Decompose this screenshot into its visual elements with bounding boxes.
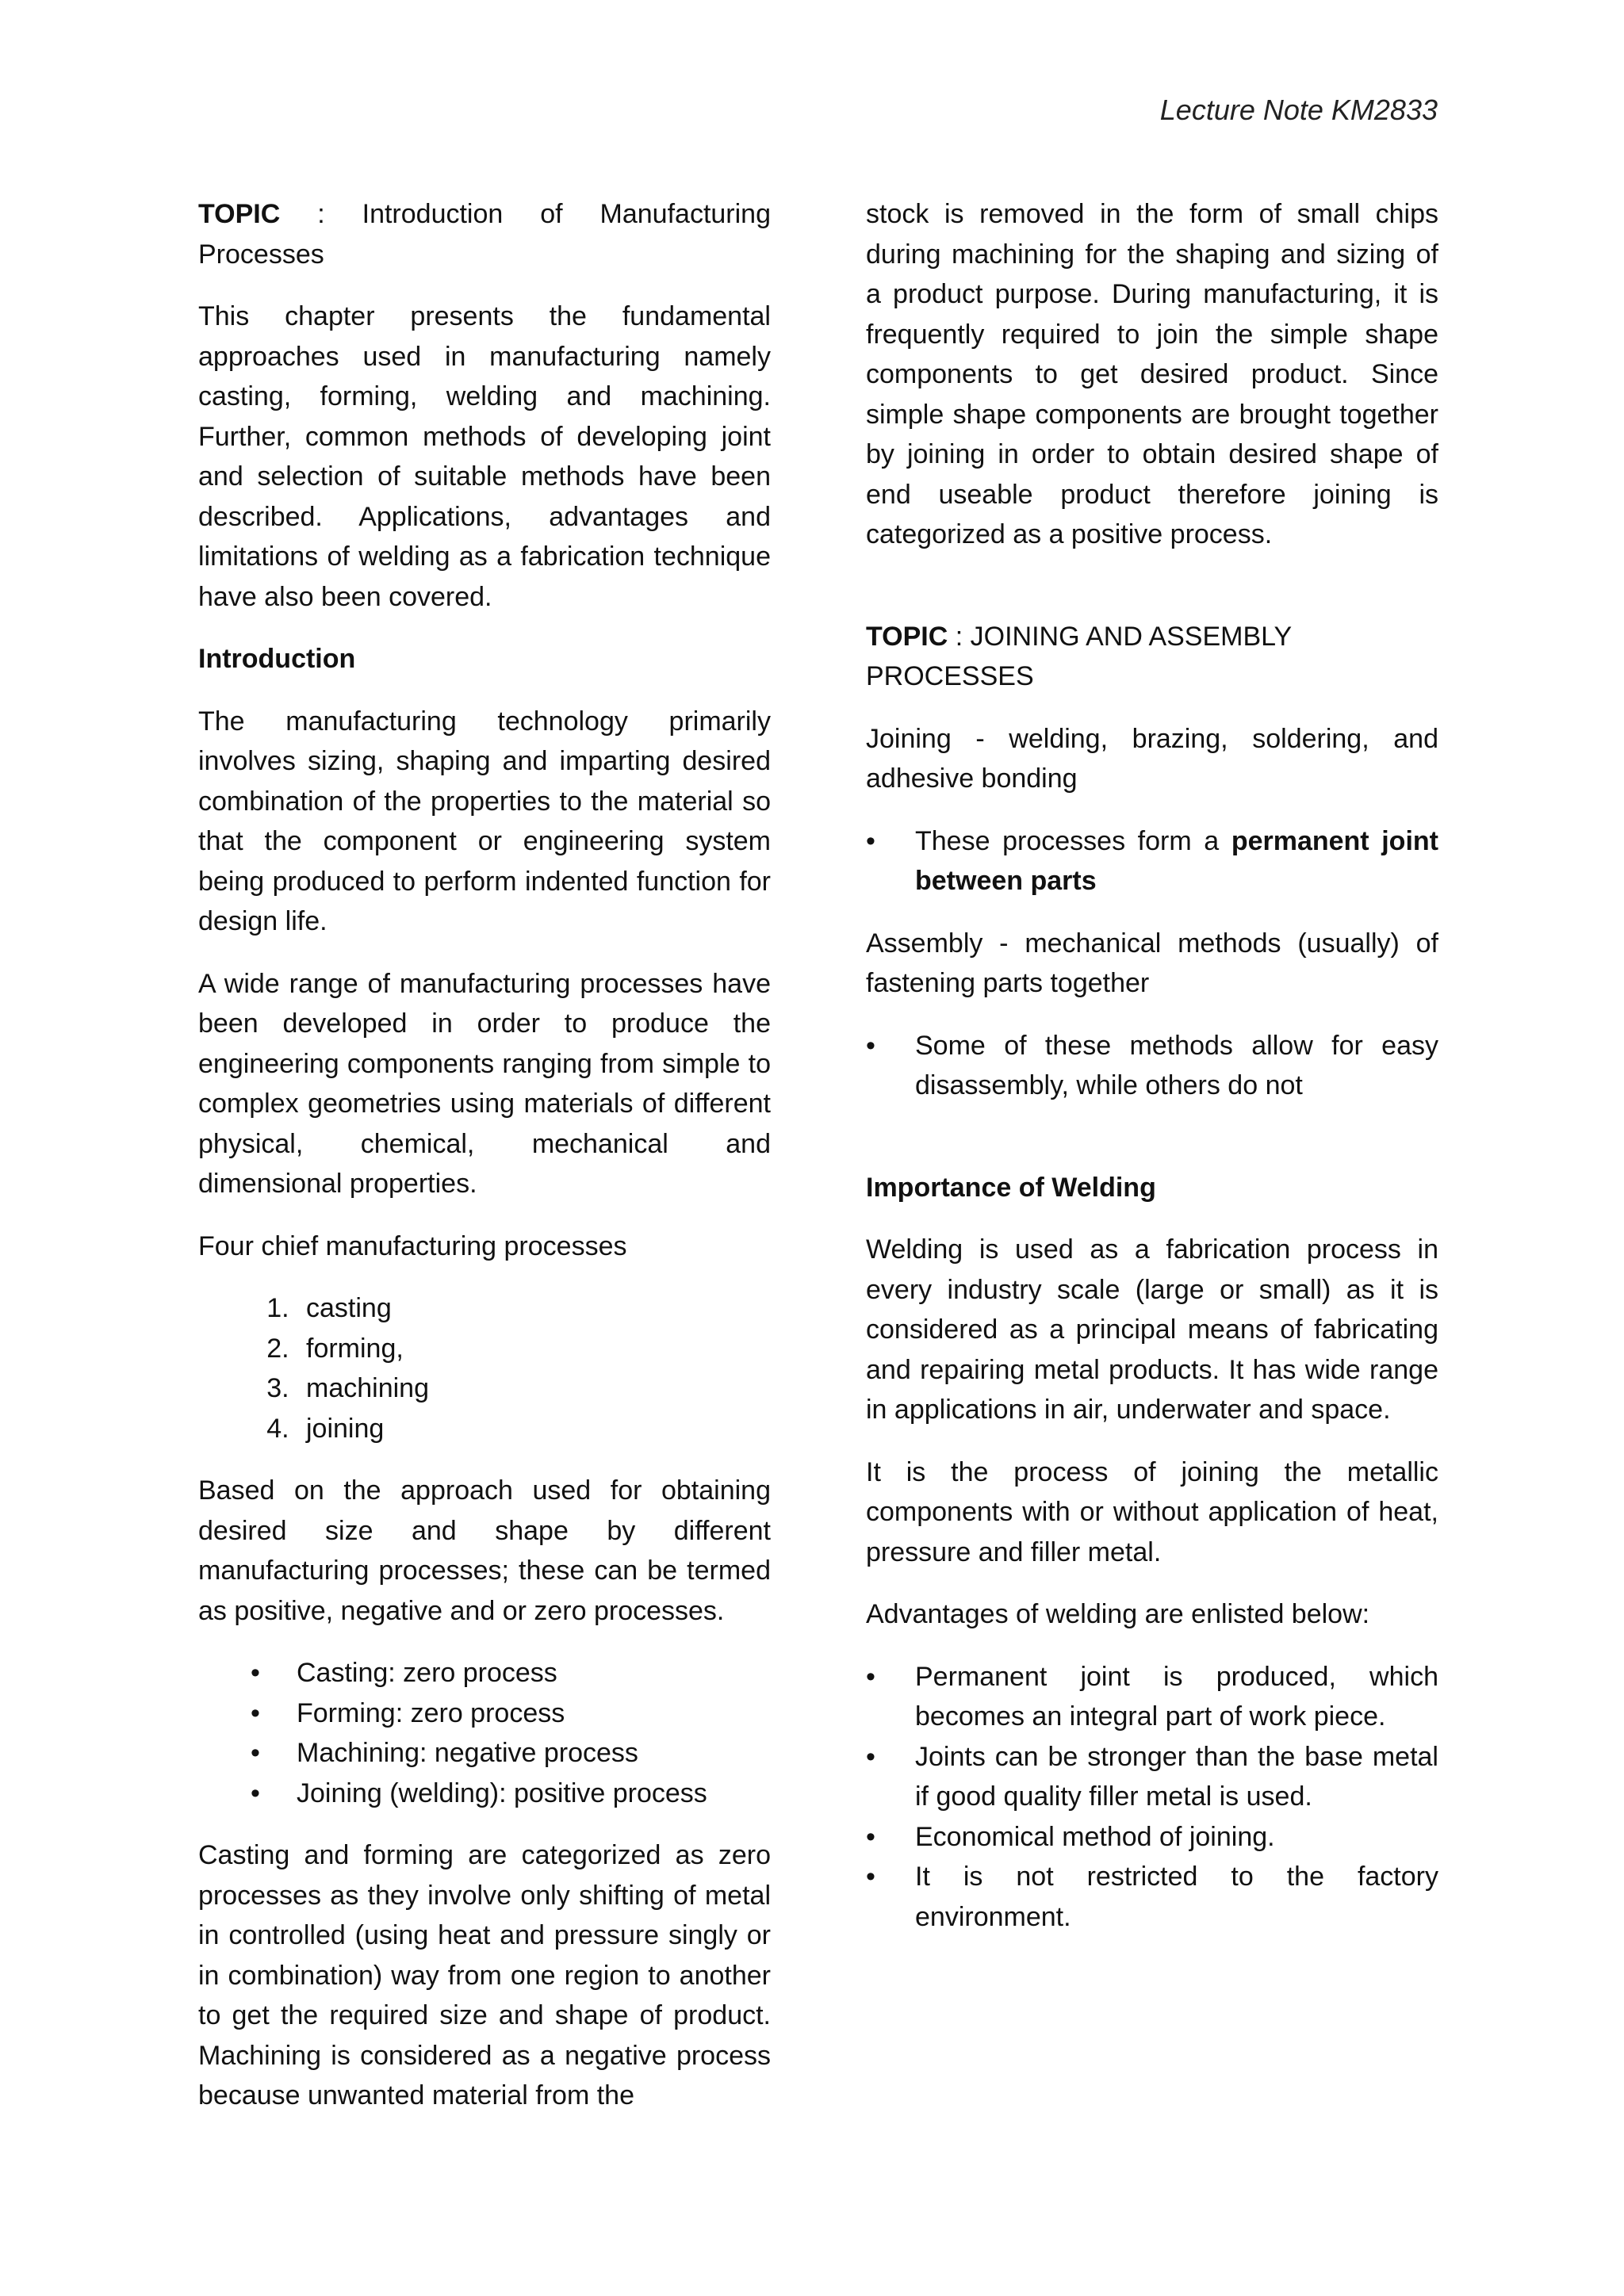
spacer	[866, 1128, 1438, 1168]
introduction-heading: Introduction	[198, 644, 356, 674]
importance-of-welding-heading: Importance of Welding	[866, 1172, 1156, 1203]
list-item-text: These processes form a	[915, 825, 1231, 856]
topic-label: TOPIC	[198, 199, 281, 229]
intro-paragraph: This chapter presents the fundamental approaches used in manufacturing namely casting, forming, welding and machining. Further, common methods of developing joint and selection of suitable methods have been described. Applications, advantages and limitations of welding as a fabrication technique have also been covered.	[198, 301, 771, 612]
left-column	[198, 194, 771, 2138]
list-item-text: Economical method of joining.	[915, 1821, 1275, 1852]
bullet-icon: •	[251, 1697, 260, 1728]
bullet-icon: •	[866, 825, 875, 856]
list-item: 4. joining	[297, 1409, 771, 1449]
bullet-icon: •	[866, 1661, 875, 1692]
list-item: 1. casting	[297, 1288, 771, 1329]
list-item-text: Permanent joint is produced, which becomes an integral part of work piece.	[915, 1661, 1438, 1732]
list-item	[251, 1733, 771, 1774]
topic-text: Introduction of Manufacturing Processes	[198, 199, 771, 270]
process-list	[198, 1288, 771, 1448]
lecture-note-header: Lecture Note KM2833	[1159, 94, 1438, 126]
joining-bullet-list	[866, 821, 1438, 901]
process-type-list	[198, 1653, 771, 1813]
topic-text: : JOINING AND ASSEMBLY PROCESSES	[866, 621, 1292, 691]
list-item-text: Casting: zero process	[297, 1658, 557, 1688]
spacer	[866, 577, 1438, 617]
list-item: 3. machining	[297, 1368, 771, 1409]
process-approach-paragraph: Based on the approach used for obtaining desired size and shape by different manufacturing processes; these can be termed as positive, negative and or zero processes.	[198, 1475, 771, 1626]
joining-topic-title	[866, 617, 1438, 697]
list-item-text: It is not restricted to the factory environment.	[915, 1862, 1438, 1932]
continued-paragraph: stock is removed in the form of small chips during machining for the shaping and sizing of a product purpose. During manufacturing, it is frequently required to join the simple shape components to get desired product. Since simple shape components are brought together by joining in order to obtain desired shape of end useable product therefore joining is categorized as a positive process.	[866, 199, 1438, 549]
list-item	[866, 1817, 1438, 1858]
list-item-text: Joining (welding): positive process	[297, 1777, 707, 1808]
list-item	[866, 821, 1438, 901]
joining-definition: Joining - welding, brazing, soldering, and adhesive bonding	[866, 723, 1438, 794]
list-item-text: Machining: negative process	[297, 1738, 638, 1768]
advantages-list	[866, 1657, 1438, 1938]
bullet-icon: •	[251, 1658, 260, 1688]
bullet-icon: •	[251, 1777, 260, 1808]
four-chief-label: Four chief manufacturing processes	[198, 1230, 627, 1261]
list-item-text: Some of these methods allow for easy disassembly, while others do not	[915, 1030, 1438, 1100]
bullet-icon: •	[866, 1741, 875, 1772]
list-item	[866, 1737, 1438, 1817]
topic-title	[198, 194, 771, 274]
assembly-bullet-list	[866, 1026, 1438, 1106]
list-item	[251, 1693, 771, 1734]
list-item	[866, 1026, 1438, 1106]
manufacturing-technology-paragraph: The manufacturing technology primarily involves sizing, shaping and imparting desired combination of the properties to the material so that the component or engineering system being produced to perform indented function for design life.	[198, 706, 771, 936]
topic-separator: :	[280, 199, 362, 229]
bullet-icon: •	[251, 1738, 260, 1768]
list-item	[866, 1657, 1438, 1737]
list-item	[251, 1774, 771, 1814]
welding-paragraph-2: It is the process of joining the metallic components with or without application of heat, pressure and filler metal.	[866, 1456, 1438, 1567]
assembly-definition: Assembly - mechanical methods (usually) of fastening parts together	[866, 928, 1438, 998]
list-item	[866, 1857, 1438, 1937]
manufacturing-processes-paragraph: A wide range of manufacturing processes have been developed in order to produce the engineering components ranging from simple to complex geometries using materials of different physical, chemical, mechanical and dimensional properties.	[198, 968, 771, 1199]
list-item	[251, 1653, 771, 1693]
bullet-icon: •	[866, 1030, 875, 1061]
zero-process-paragraph: Casting and forming are categorized as zero processes as they involve only shifting of metal in controlled (using heat and pressure singly or in combination) way from one region to another to get the required size and shape of product. Machining is considered as a negative process because unwanted material from the	[198, 1840, 771, 2110]
bullet-icon: •	[866, 1862, 875, 1892]
list-item: 2. forming,	[297, 1329, 771, 1369]
topic-label: TOPIC	[866, 621, 948, 652]
right-column	[866, 194, 1438, 1959]
bullet-icon: •	[866, 1821, 875, 1852]
advantages-intro: Advantages of welding are enlisted below:	[866, 1599, 1370, 1629]
list-item-text: Forming: zero process	[297, 1697, 565, 1728]
welding-paragraph-1: Welding is used as a fabrication process in every industry scale (large or small) as it is considered as a principal means of fabricating and repairing metal products. It has wide range in applications in air, underwater and space.	[866, 1234, 1438, 1425]
list-item-text: Joints can be stronger than the base metal if good quality filler metal is used.	[915, 1741, 1438, 1812]
list-item-bold-text: permanent joint between parts	[915, 825, 1438, 896]
